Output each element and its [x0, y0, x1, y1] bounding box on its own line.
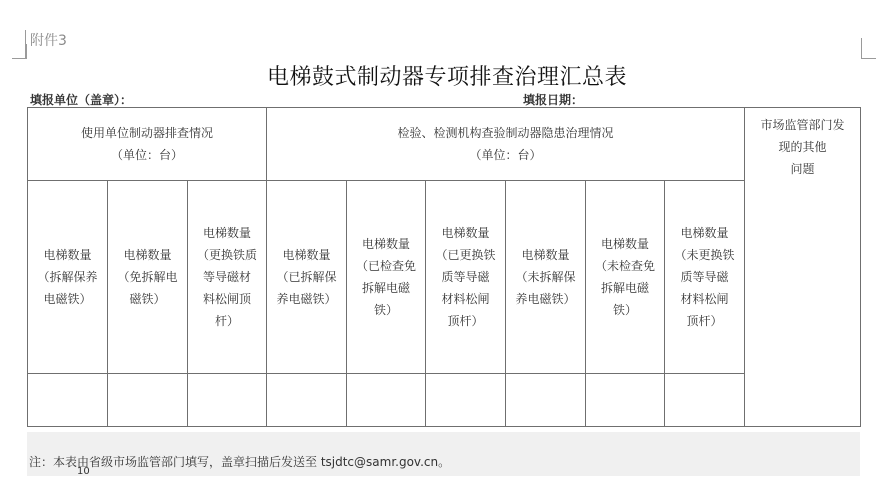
- table-cell[interactable]: [188, 374, 267, 427]
- fill-date-label: 填报日期：: [523, 93, 584, 107]
- table-row: [28, 374, 861, 427]
- table-cell[interactable]: [28, 374, 108, 427]
- attachment-label: 附件3: [30, 33, 67, 49]
- column-header: 电梯数量 （已更换铁 质等导磁 材料松闸 顶杆）: [426, 181, 506, 374]
- page-corner-mark-right: [861, 44, 876, 59]
- table-cell[interactable]: [426, 374, 506, 427]
- table-group-header-row: [28, 108, 861, 181]
- group-header-other-issues: 市场监管部门发 现的其他 问题: [745, 108, 861, 427]
- page-margin-mark-right: [861, 38, 862, 58]
- column-header: 电梯数量 （更换铁质 等导磁材 料松闸顶 杆）: [188, 181, 267, 374]
- column-header: 电梯数量 （未更换铁 质等导磁 材料松闸 顶杆）: [665, 181, 745, 374]
- column-header: 电梯数量 （未检查免 拆解电磁 铁）: [586, 181, 665, 374]
- column-header: 电梯数量 （拆解保养 电磁铁）: [28, 181, 108, 374]
- document-title: 电梯鼓式制动器专项排查治理汇总表: [266, 65, 627, 90]
- group-header-user-inspection: 使用单位制动器排查情况 （单位：台）: [28, 108, 267, 181]
- group-header-agency-verification: 检验、检测机构查验制动器隐患治理情况 （单位：台）: [267, 108, 745, 181]
- column-header: 电梯数量 （已检查免 拆解电磁 铁）: [347, 181, 426, 374]
- summary-table: [27, 107, 861, 427]
- column-header: 电梯数量 （已拆解保 养电磁铁）: [267, 181, 347, 374]
- fill-unit-label: 填报单位（盖章）：: [30, 93, 133, 107]
- table-cell[interactable]: [267, 374, 347, 427]
- table-cell[interactable]: [347, 374, 426, 427]
- footnote: 注：本表由省级市场监管部门填写，盖章扫描后发送至 tsjdtc@samr.gov.cn。: [29, 455, 451, 469]
- column-header: 电梯数量 （未拆解保 养电磁铁）: [506, 181, 586, 374]
- table-column-header-row: [28, 181, 861, 374]
- table-cell[interactable]: [506, 374, 586, 427]
- column-header: 电梯数量 （免拆解电 磁铁）: [108, 181, 188, 374]
- table-cell[interactable]: [586, 374, 665, 427]
- table-cell[interactable]: [665, 374, 745, 427]
- page-number: 10: [77, 466, 90, 477]
- table-cell[interactable]: [108, 374, 188, 427]
- page-margin-mark-left: [25, 30, 26, 58]
